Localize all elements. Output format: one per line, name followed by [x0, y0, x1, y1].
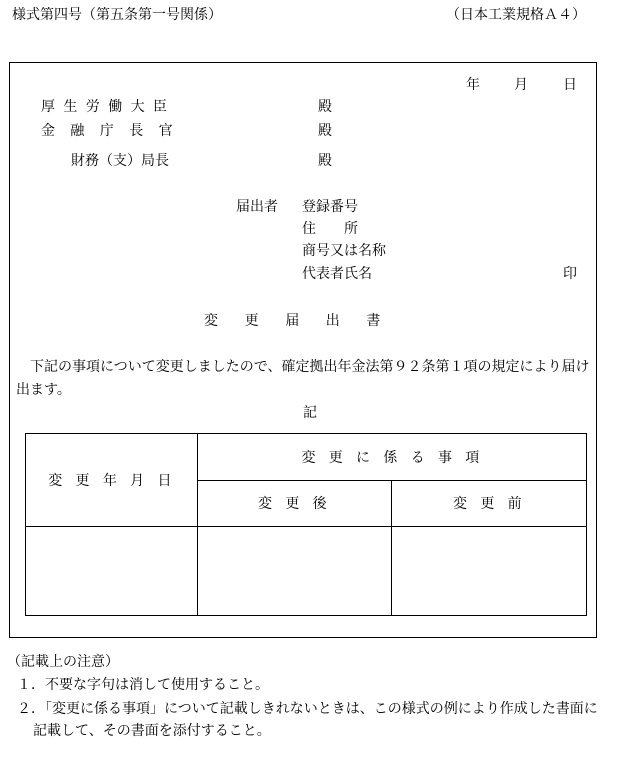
cell-after-change[interactable]: [197, 526, 391, 615]
seal-mark: 印: [563, 266, 577, 282]
header-before-change: 変更前: [453, 496, 535, 512]
notes-heading: （記載上の注意）: [7, 654, 119, 670]
addressee-fsa: 金融庁長官: [41, 123, 188, 139]
addressee-finance-bureau-honorific: 殿: [318, 153, 332, 169]
registration-number-label: 登録番号: [302, 199, 358, 215]
trade-name-label: 商号又は名称: [302, 243, 386, 259]
note-item-1: １．不要な字句は消して使用すること。: [17, 677, 269, 693]
addressee-fsa-honorific: 殿: [318, 123, 332, 139]
body-text: 下記の事項について変更しましたので、確定拠出年金法第９２条第１項の規定により届け出ます。: [16, 359, 590, 398]
cell-change-date[interactable]: [26, 526, 197, 615]
form-number: 様式第四号（第五条第一号関係）: [12, 7, 222, 23]
addressee-finance-bureau: 財務（支）局長: [71, 153, 169, 169]
change-table: [25, 433, 587, 616]
date-year: 年: [466, 77, 480, 93]
ki-marker: 記: [303, 405, 317, 421]
addressee-mhlw: 厚生労働大臣: [41, 99, 176, 115]
address-label: 住 所: [302, 221, 358, 237]
applicant-label: 届出者: [236, 199, 278, 215]
cell-before-change[interactable]: [391, 526, 587, 615]
representative-name-label: 代表者氏名: [302, 266, 372, 282]
paper-size-label: （日本工業規格Ａ４）: [446, 7, 586, 23]
header-change-date: 変更年月日: [48, 473, 185, 489]
header-change-matters: 変更に係る事項: [301, 450, 493, 466]
document-title: 変更届出書: [204, 313, 407, 329]
date-month: 月: [514, 77, 528, 93]
note-item-2: ２．「変更に係る事項」について記載しきれないときは、この様式の例により作成した書面に記載して、その書面を添付すること。: [17, 701, 598, 739]
addressee-mhlw-honorific: 殿: [318, 99, 332, 115]
header-after-change: 変更後: [258, 496, 340, 512]
date-day: 日: [563, 77, 577, 93]
